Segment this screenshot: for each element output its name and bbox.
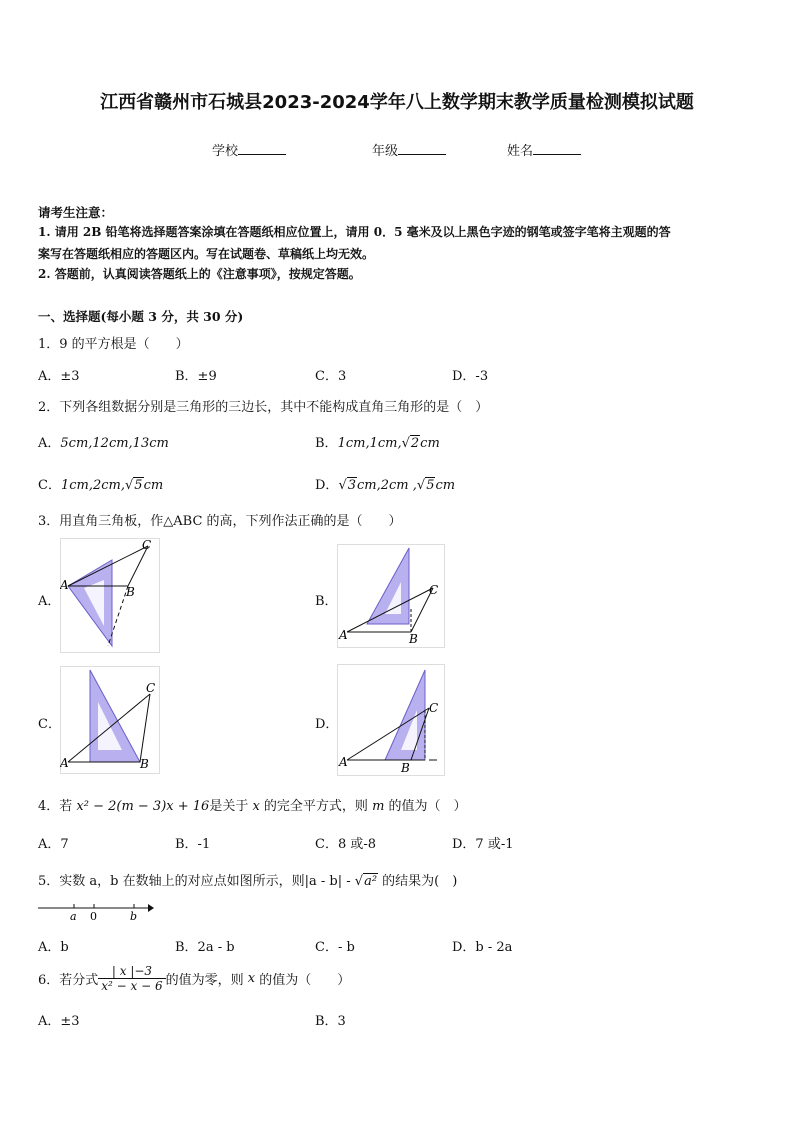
notice-line-2: 2. 答题前，认真阅读答题纸上的《注意事项》，按规定答题。 — [38, 267, 361, 281]
q2-option-c: C．1cm,2cm,√5cm — [38, 478, 164, 493]
q4-option-a: A．7 — [38, 837, 69, 852]
q5-option-a: A．b — [38, 940, 69, 955]
notice-heading: 请考生注意： — [38, 205, 114, 220]
q1-option-d: D．-3 — [452, 369, 489, 384]
q3-option-b: B． — [315, 594, 338, 609]
q4-option-d: D．7 或-1 — [452, 837, 514, 852]
q2-option-a: A．5cm,12cm,13cm — [38, 436, 169, 451]
label-a: A — [339, 628, 348, 642]
q5-number-line — [38, 899, 154, 923]
q5-option-d: D．b - 2a — [452, 940, 513, 955]
q1-option-c: C．3 — [315, 369, 347, 384]
label-b: B — [126, 585, 135, 599]
q2-option-d: D．√3cm,2cm ,√5cm — [315, 478, 456, 493]
page-title: 江西省赣州市石城县2023-2024学年八上数学期末教学质量检测模拟试题 — [100, 92, 694, 113]
notice-line-1a: 1. 请用 2B 铅笔将选择题答案涂填在答题纸相应位置上，请用 0．5 毫米及以上黑色字迹的钢笔或签字笔将主观题的答 — [38, 225, 671, 239]
q3-figure-d — [337, 664, 445, 776]
q1-stem: 1．9 的平方根是（ ） — [38, 337, 189, 352]
axis-label-b: b — [130, 910, 138, 923]
q6-fraction: $\frac{| x |-3}{\text{x² − x − 6}}$ — [98, 964, 165, 993]
name-field: 姓名 — [507, 140, 581, 159]
school-field: 学校 — [212, 140, 286, 159]
q6-stem: 6．若分式 $\frac{| x |-3}{\text{x² − x − 6}}$ 的值为零，则 x 的值为（ ） — [38, 964, 351, 993]
q4-stem: 4．若 x² − 2(m − 3)x + 16是关于 x 的完全平方式，则 m 的值为（ ） — [38, 799, 467, 814]
label-a: A — [60, 756, 69, 770]
q3-option-a: A． — [38, 594, 61, 609]
label-c: C — [146, 681, 156, 695]
q6-option-a: A．±3 — [38, 1014, 80, 1029]
q5-option-c: C．- b — [315, 940, 355, 955]
label-b: B — [401, 761, 410, 775]
q3-figure-b — [337, 544, 445, 648]
q2-option-b: B．1cm,1cm,√2cm — [315, 436, 440, 451]
label-c: C — [429, 701, 439, 715]
grade-field: 年级 — [372, 140, 446, 159]
q3-figure-c — [60, 666, 160, 774]
q1-option-b: B．±9 — [175, 369, 217, 384]
label-b: B — [140, 757, 149, 771]
label-a: A — [60, 578, 69, 592]
q2-stem: 2．下列各组数据分别是三角形的三边长，其中不能构成直角三角形的是（ ） — [38, 400, 489, 415]
q1-option-a: A．±3 — [38, 369, 80, 384]
q4-option-c: C．8 或-8 — [315, 837, 377, 852]
q5-stem: 5．实数 a，b 在数轴上的对应点如图所示，则|a - b| - √a² 的结果为( ) — [38, 874, 458, 889]
label-c: C — [429, 583, 439, 597]
q6-option-b: B．3 — [315, 1014, 346, 1029]
label-c: C — [142, 538, 152, 552]
q5-option-b: B．2a - b — [175, 940, 235, 955]
label-b: B — [409, 632, 418, 646]
q3-option-c: C． — [38, 717, 61, 732]
axis-label-0: 0 — [90, 910, 97, 923]
section-heading: 一、选择题(每小题 3 分，共 30 分) — [38, 309, 244, 324]
q4-option-b: B．-1 — [175, 837, 211, 852]
q3-figure-a — [60, 538, 160, 653]
q3-stem: 3．用直角三角板，作△ABC 的高，下列作法正确的是（ ） — [38, 514, 402, 529]
label-a: A — [339, 755, 348, 769]
q3-option-d: D． — [315, 717, 339, 732]
notice-line-1b: 案写在答题纸相应的答题区内。写在试题卷、草稿纸上均无效。 — [38, 247, 375, 261]
axis-label-a: a — [70, 910, 77, 923]
